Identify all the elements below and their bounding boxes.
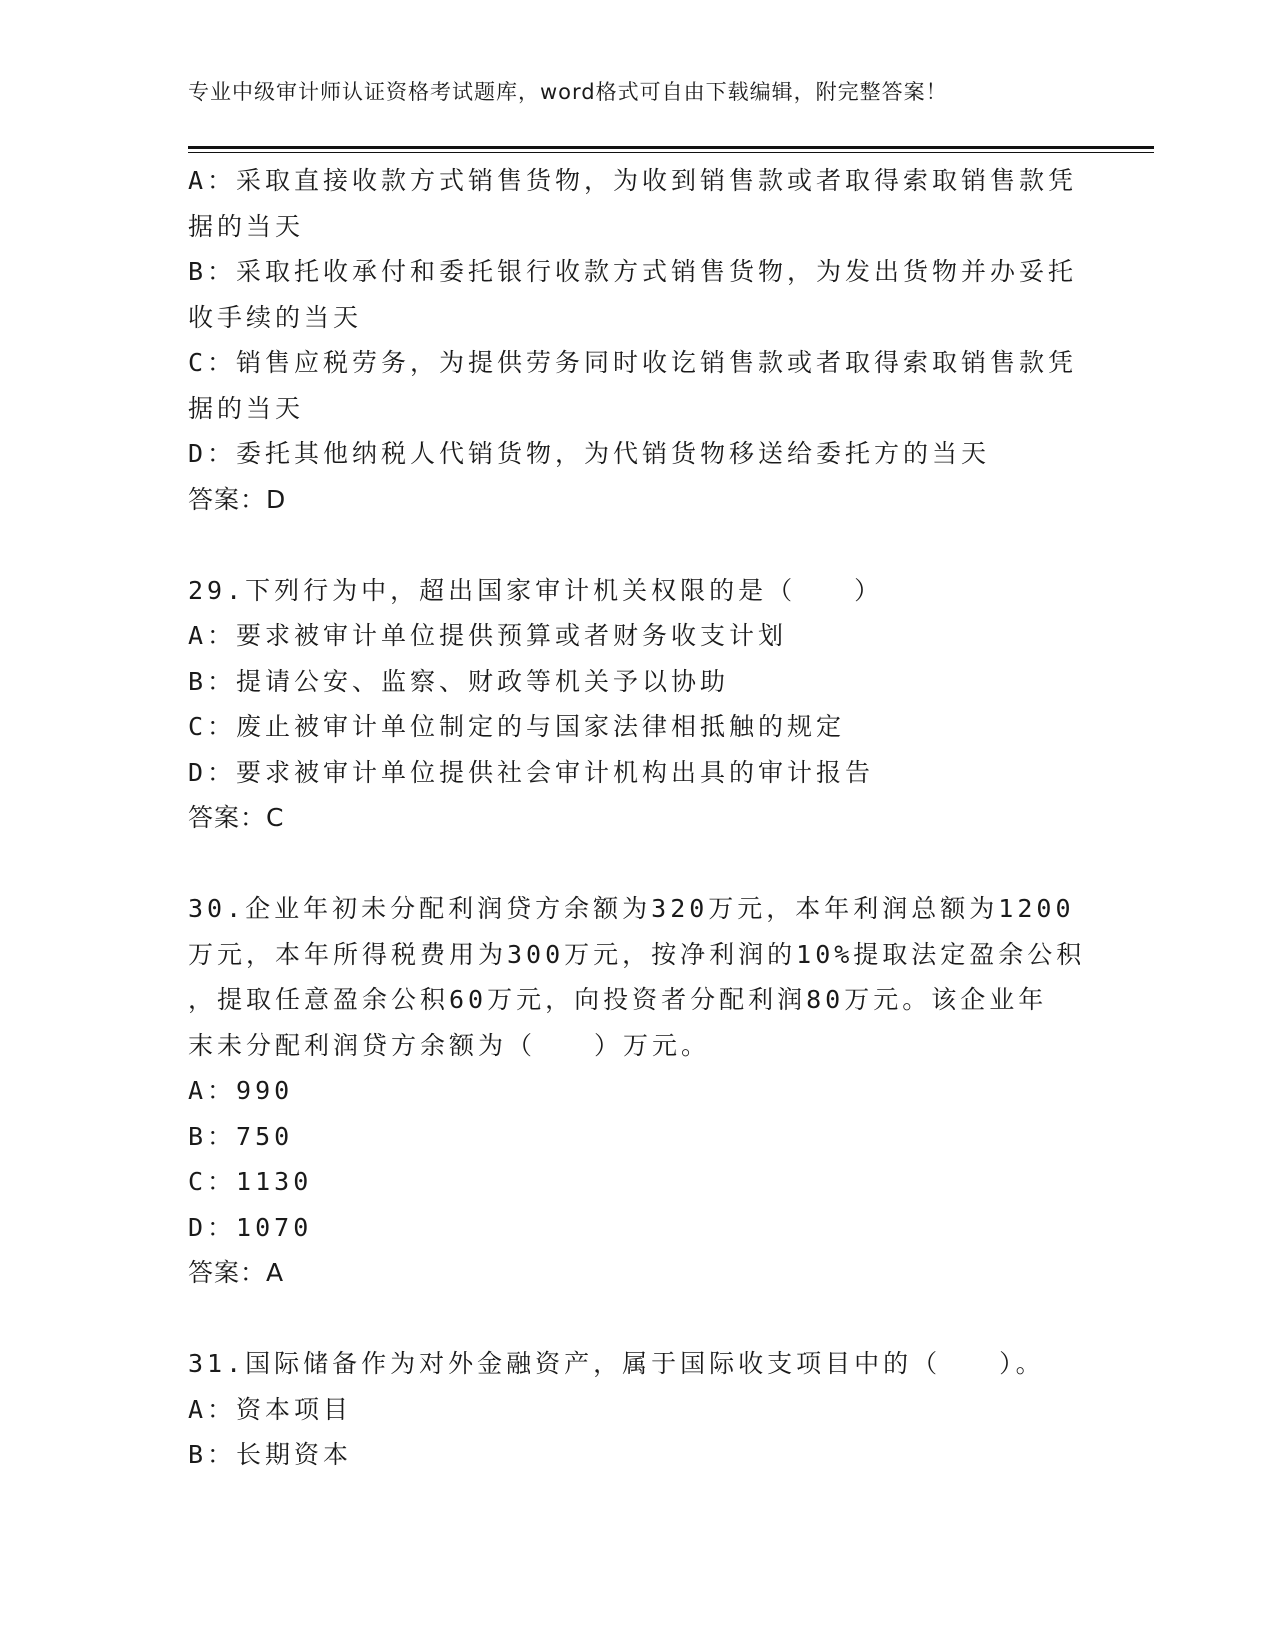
option-line: 收手续的当天 bbox=[188, 302, 363, 332]
question-stem: 万元，本年所得税费用为300万元，按净利润的10%提取法定盈余公积 bbox=[188, 939, 1086, 969]
spacer bbox=[188, 841, 1088, 887]
answer-line: 答案：C bbox=[188, 803, 285, 832]
question-stem: 30.企业年初未分配利润贷方余额为320万元，本年利润总额为1200 bbox=[188, 894, 1075, 923]
option-b: B：长期资本 bbox=[188, 1440, 353, 1469]
option-c: C：1130 bbox=[188, 1167, 313, 1196]
question-stem: ，提取任意盈余公积60万元，向投资者分配利润80万元。该企业年 bbox=[188, 985, 1048, 1014]
page-header: 专业中级审计师认证资格考试题库，word格式可自由下载编辑，附完整答案！ bbox=[188, 80, 948, 104]
option-a: A：990 bbox=[188, 1076, 294, 1105]
option-d: D：1070 bbox=[188, 1212, 313, 1242]
option-a: A：资本项目 bbox=[188, 1394, 353, 1424]
option-line: A：采取直接收款方式销售货物，为收到销售款或者取得索取销售款凭 bbox=[188, 166, 1078, 195]
option-a: A：要求被审计单位提供预算或者财务收支计划 bbox=[188, 621, 788, 650]
header-rule bbox=[188, 146, 1154, 153]
option-line: 据的当天 bbox=[188, 393, 305, 423]
option-line: C：销售应税劳务，为提供劳务同时收讫销售款或者取得索取销售款凭 bbox=[188, 348, 1078, 377]
question-stem: 末未分配利润贷方余额为（ ）万元。 bbox=[188, 1030, 711, 1060]
answer-line: 答案：A bbox=[188, 1258, 285, 1287]
answer-line: 答案：D bbox=[188, 484, 287, 514]
question-30 bbox=[188, 886, 1088, 1296]
option-line: B：采取托收承付和委托银行收款方式销售货物，为发出货物并办妥托 bbox=[188, 257, 1078, 286]
spacer bbox=[188, 1296, 1088, 1342]
option-d: D：要求被审计单位提供社会审计机构出具的审计报告 bbox=[188, 757, 875, 787]
option-b: B：提请公安、监察、财政等机关予以协助 bbox=[188, 666, 730, 696]
option-line: 据的当天 bbox=[188, 211, 305, 241]
option-line: D：委托其他纳税人代销货物，为代销货物移送给委托方的当天 bbox=[188, 439, 991, 468]
option-c: C：废止被审计单位制定的与国家法律相抵触的规定 bbox=[188, 712, 846, 741]
question-31 bbox=[188, 1341, 1088, 1478]
document-body bbox=[188, 158, 1088, 1478]
question-29 bbox=[188, 568, 1088, 841]
question-28-options bbox=[188, 158, 1088, 522]
option-b: B：750 bbox=[188, 1121, 294, 1151]
question-stem: 29.下列行为中，超出国家审计机关权限的是（ ） bbox=[188, 575, 884, 605]
question-stem: 31.国际储备作为对外金融资产，属于国际收支项目中的（ ）。 bbox=[188, 1349, 1045, 1378]
spacer bbox=[188, 522, 1088, 568]
